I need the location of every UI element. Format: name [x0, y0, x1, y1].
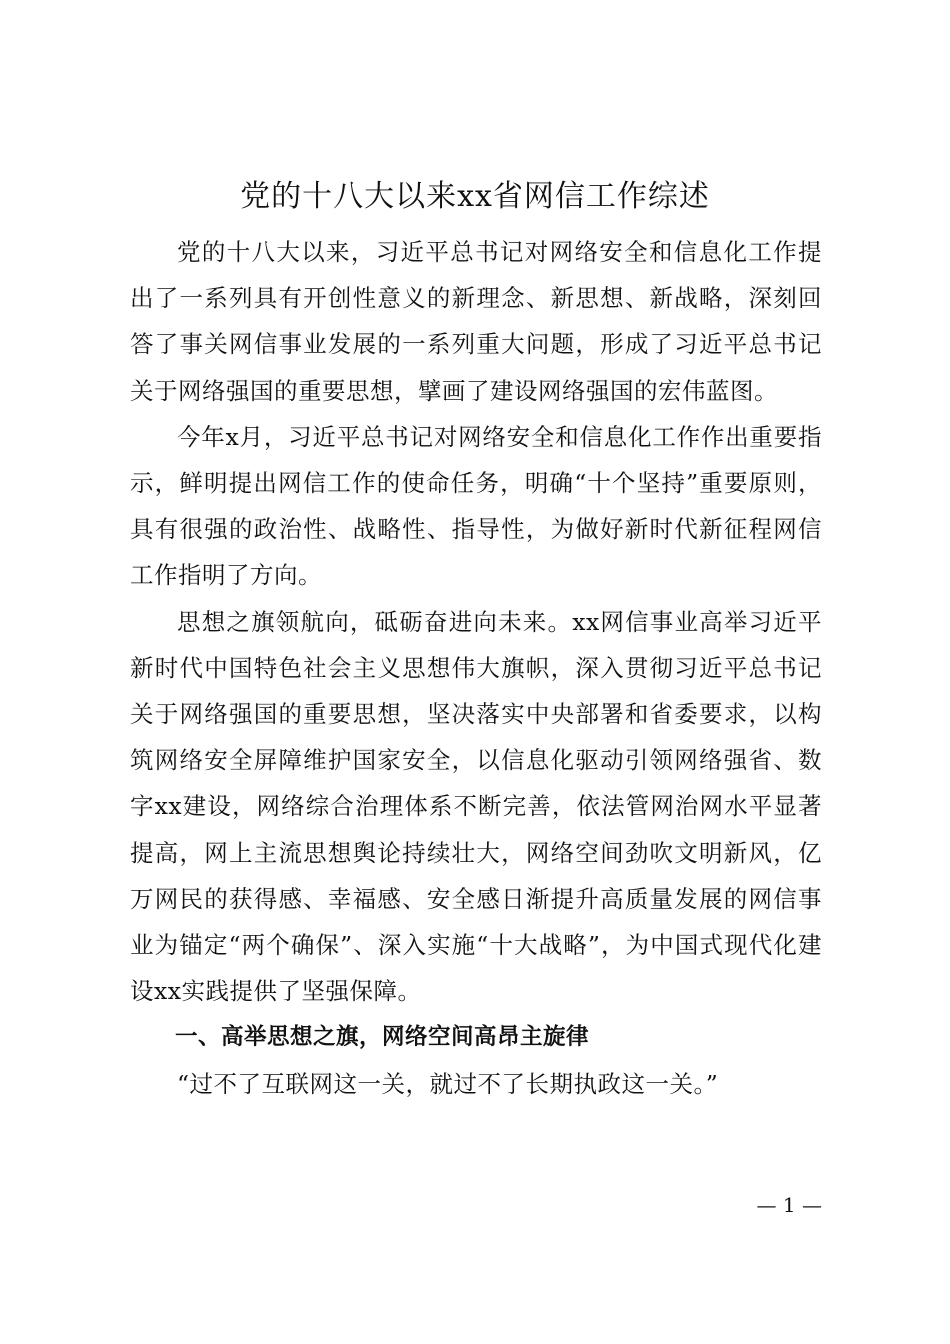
- document-body: [130, 229, 822, 1107]
- paragraph-instruction: 今年x月，习近平总书记对网络安全和信息化工作作出重要指示，鲜明提出网信工作的使命任务，明确“十个坚持”重要原则，具有很强的政治性、战略性、指导性，为做好新时代新征程网信工作指明了方向。: [130, 422, 822, 590]
- paragraph-quote: “过不了互联网这一关，就过不了长期执政这一关。”: [177, 1069, 719, 1098]
- page-number: — 1 —: [756, 1193, 822, 1217]
- paragraph-overview: 思想之旗领航向，砥砺奋进向未来。xx网信事业高举习近平新时代中国特色社会主义思想伟大旗帜，深入贯彻习近平总书记关于网络强国的重要思想，坚决落实中央部署和省委要求，以构筑网络安全屏障维护国家安全，以信息化驱动引领网络强省、数字xx建设，网络综合治理体系不断完善，依法管网治网水平显著提高，网上主流思想舆论持续壮大，网络空间劲吹文明新风，亿万网民的获得感、幸福感、安全感日渐提升高质量发展的网信事业为锚定“两个确保”、深入实施“十大战略”，为中国式现代化建设xx实践提供了坚强保障。: [130, 607, 822, 1006]
- section-heading: 一、高举思想之旗，网络空间高昂主旋律: [175, 1024, 590, 1051]
- document-title: 党的十八大以来xx省网信工作综述: [240, 179, 710, 214]
- paragraph-intro: 党的十八大以来，习近平总书记对网络安全和信息化工作提出了一系列具有开创性意义的新理念、新思想、新战略，深刻回答了事关网信事业发展的一系列重大问题，形成了习近平总书记关于网络强国的重要思想，擘画了建设网络强国的宏伟蓝图。: [130, 238, 822, 405]
